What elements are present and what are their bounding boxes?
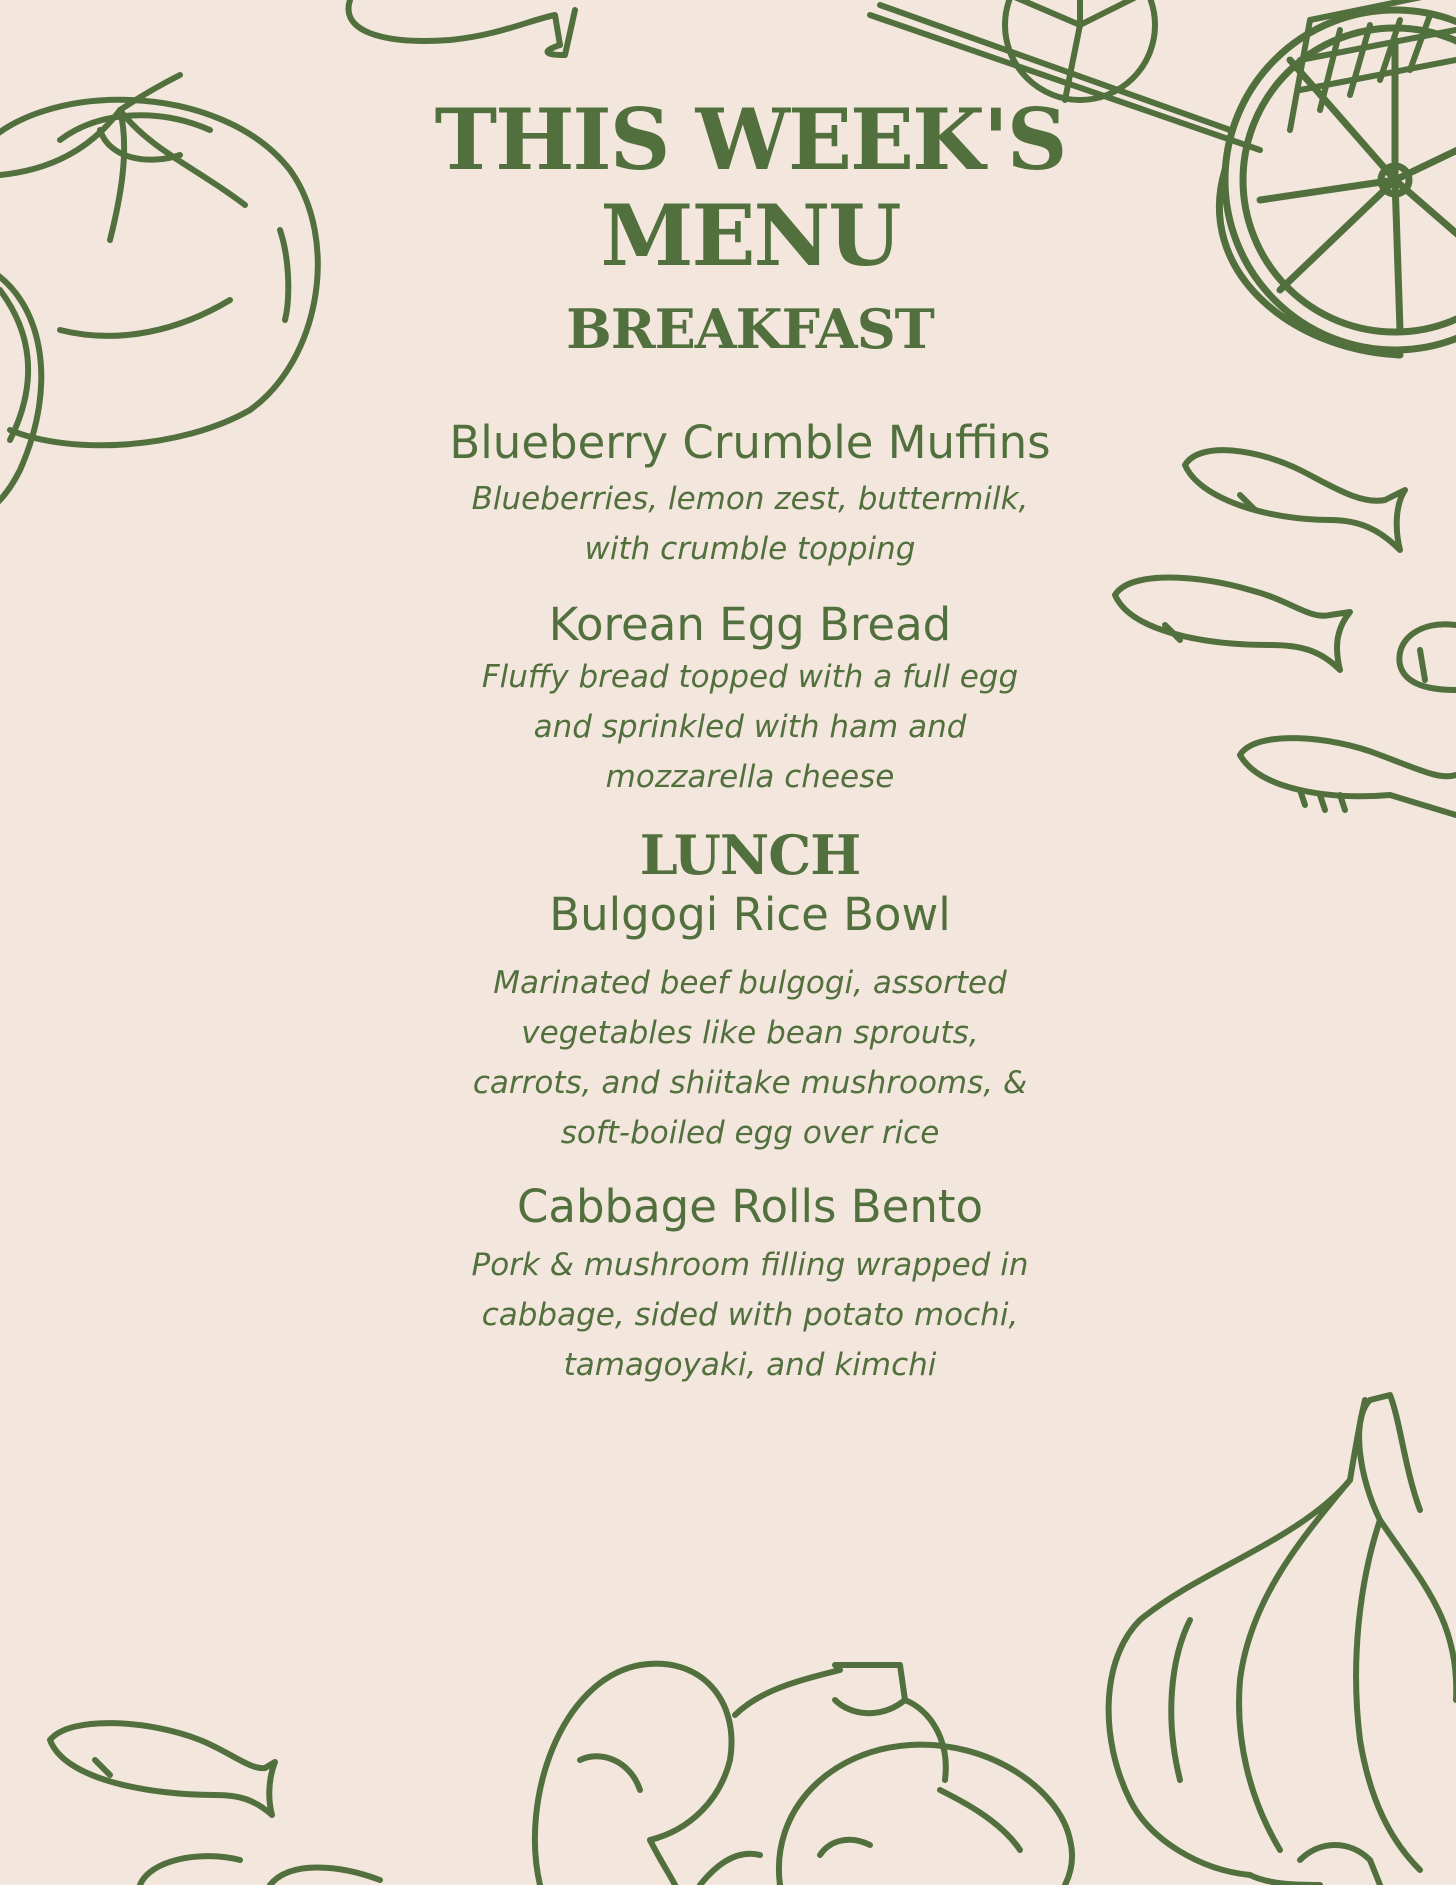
description-line: carrots, and shiitake mushrooms, &	[472, 1065, 1028, 1101]
description-line: soft-boiled egg over rice	[560, 1115, 940, 1151]
menu-item	[390, 888, 1110, 1158]
page-title	[390, 92, 1110, 284]
menu-content	[390, 92, 1110, 1390]
description-line: Pork & mushroom filling wrapped in	[471, 1247, 1029, 1283]
description-line: Marinated beef bulgogi, assorted	[493, 965, 1007, 1001]
description-line: and sprinkled with ham and	[533, 709, 967, 745]
menu-item-description	[410, 474, 1090, 574]
tomato-icon	[0, 75, 318, 515]
menu-item	[390, 1180, 1110, 1390]
description-line: mozzarella cheese	[605, 759, 895, 795]
title-line-1: THIS WEEK'S	[434, 90, 1066, 189]
description-line: Fluffy bread topped with a full egg	[481, 659, 1019, 695]
menu-item-description	[410, 958, 1090, 1158]
fish-icon	[1115, 450, 1456, 815]
menu-item-name: Blueberry Crumble Muffins	[449, 416, 1051, 469]
garlic-icon	[1109, 1395, 1456, 1885]
breakfast-section	[390, 298, 1110, 802]
menu-item	[390, 598, 1110, 802]
menu-item-description	[410, 652, 1090, 802]
menu-item-name: Cabbage Rolls Bento	[516, 1180, 984, 1233]
menu-item	[390, 416, 1110, 574]
fish-icon	[348, 0, 575, 55]
description-line: Blueberries, lemon zest, buttermilk,	[471, 481, 1029, 517]
lunch-heading: LUNCH	[639, 823, 861, 887]
menu-item-name: Bulgogi Rice Bowl	[549, 888, 951, 941]
menu-item-name: Korean Egg Bread	[548, 598, 952, 651]
description-line: cabbage, sided with potato mochi,	[481, 1297, 1019, 1333]
description-line: tamagoyaki, and kimchi	[563, 1347, 937, 1383]
lemon-icon	[1219, 10, 1456, 355]
title-line-2: MENU	[600, 186, 900, 285]
fish-icon	[50, 1723, 380, 1885]
lunch-section	[390, 824, 1110, 1390]
menu-item-description	[410, 1240, 1090, 1390]
description-line: with crumble topping	[584, 531, 916, 567]
mushroom-icon	[535, 1664, 1072, 1885]
description-line: vegetables like bean sprouts,	[521, 1015, 979, 1051]
breakfast-heading: BREAKFAST	[566, 297, 934, 361]
